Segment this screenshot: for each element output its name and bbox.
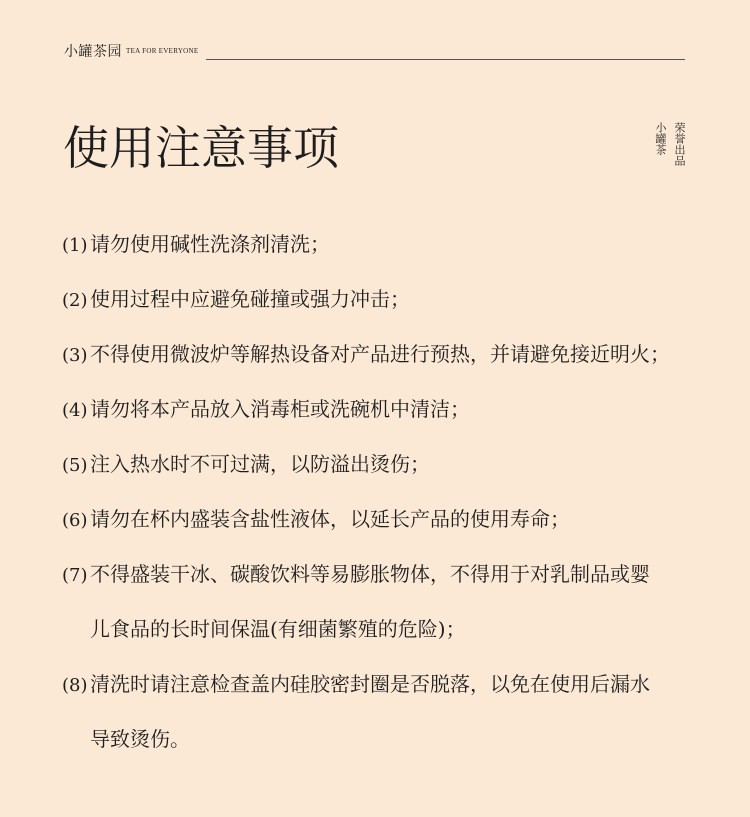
item-text-continuation: 儿食品的长时间保温(有细菌繁殖的危险)； [90,617,466,641]
list-item [62,336,710,391]
page-header [64,43,685,61]
item-number: (6) [62,510,88,531]
item-text: 不得盛装干冰、碳酸饮料等易膨胀物体，不得用于对乳制品或婴 [90,562,650,586]
stamp-right-column: 荣誉出品 [673,122,686,166]
brand-tagline: TEA FOR EVERYONE [126,47,199,55]
list-item [62,556,710,666]
item-text: 请勿使用碱性洗涤剂清洗； [90,232,330,256]
brand-stamp [654,122,688,178]
list-item [62,666,710,776]
page-title: 使用注意事项 [63,121,339,175]
brand-name: 小罐茶园 [64,44,122,60]
item-text: 请勿在杯内盛装含盐性液体，以延长产品的使用寿命； [90,507,570,531]
list-item [62,446,710,501]
header-divider [206,59,685,60]
precautions-list [62,226,710,776]
item-number: (3) [62,345,88,366]
item-text: 使用过程中应避免碰撞或强力冲击； [90,287,410,311]
item-number: (7) [62,565,88,586]
list-item [62,281,710,336]
stamp-left-column: 小罐茶 [654,122,667,155]
list-item [62,501,710,556]
item-text: 注入热水时不可过满，以防溢出烫伤； [90,452,430,476]
item-text-continuation: 导致烫伤。 [90,727,190,751]
item-number: (2) [62,290,88,311]
item-number: (4) [62,400,88,421]
item-text: 请勿将本产品放入消毒柜或洗碗机中清洁； [90,397,470,421]
list-item [62,391,710,446]
item-number: (8) [62,675,88,696]
list-item [62,226,710,281]
item-number: (5) [62,455,88,476]
item-text: 不得使用微波炉等解热设备对产品进行预热，并请避免接近明火； [90,342,670,366]
item-number: (1) [62,235,88,256]
item-text: 清洗时请注意检查盖内硅胶密封圈是否脱落，以免在使用后漏水 [90,672,650,696]
